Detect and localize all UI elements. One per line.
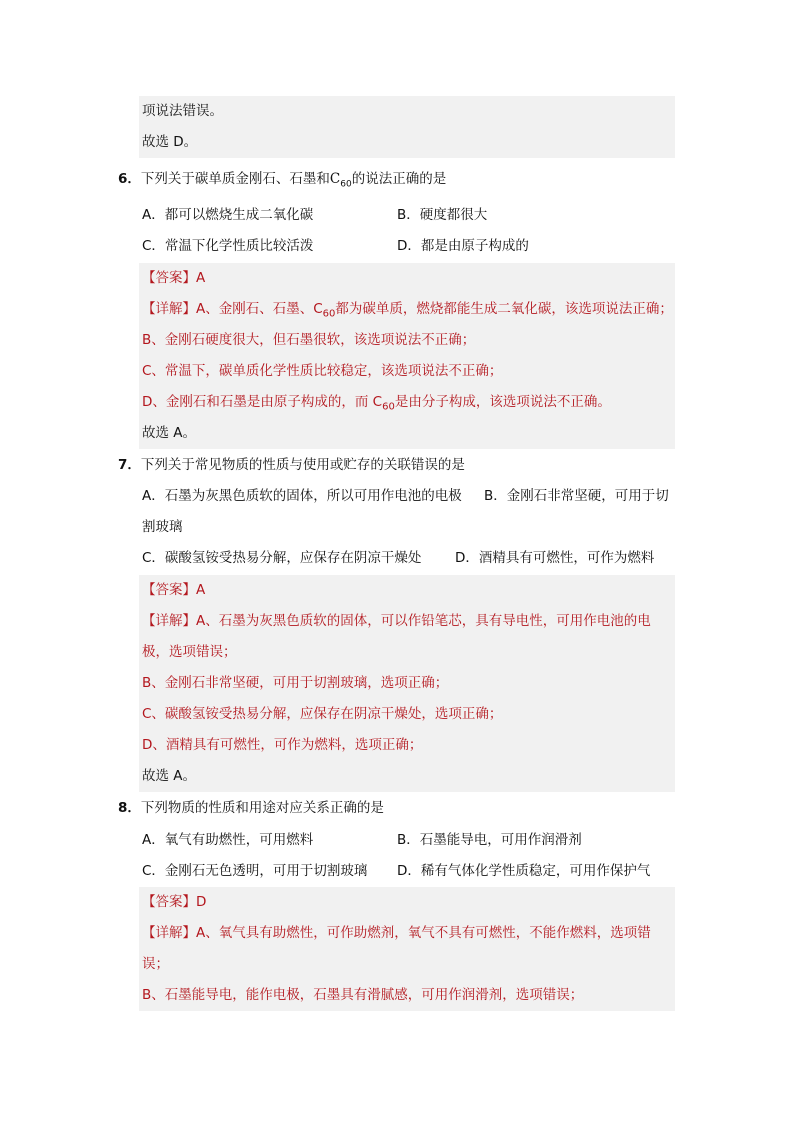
conclusion-line: 故选 A。 [142, 425, 197, 441]
detail-line: D、金刚石和石墨是由原子构成的，而 $C_{60}$是由分子构成，该选项说法不正确。 [142, 394, 611, 413]
q7-option-d: D．酒精具有可燃性，可作为燃料 [455, 550, 655, 566]
detail-line: B、金刚石硬度很大，但石墨很软，该选项说法不正确； [142, 332, 476, 348]
q8-answer-block [139, 887, 675, 1011]
detail-line: 【详解】A、氧气具有助燃性，可作助燃剂，氧气不具有可燃性，不能作燃料，选项错 [142, 925, 651, 941]
detail-line: 【详解】A、石墨为灰黑色质软的固体，可以作铅笔芯，具有导电性，可用作电池的电 [142, 613, 651, 629]
conclusion-line: 故选 D。 [142, 134, 198, 150]
answer-line: 【答案】A [142, 270, 206, 286]
q7-option-b: B．金刚石非常坚硬，可用于切 [484, 488, 669, 504]
answer-line: 【答案】D [142, 894, 207, 910]
q6-option-b: B．硬度都很大 [397, 207, 488, 223]
q7-answer-block [139, 575, 675, 792]
detail-line: B、石墨能导电，能作电极，石墨具有滑腻感，可用作润滑剂，选项错误； [142, 987, 584, 1003]
explanation-line: 项说法错误。 [142, 103, 223, 119]
q6-option-a: A．都可以燃烧生成二氧化碳 [142, 207, 314, 223]
q6-option-d: D．都是由原子构成的 [397, 238, 529, 254]
detail-line: 误； [142, 956, 169, 972]
conclusion-line: 故选 A。 [142, 768, 197, 784]
detail-line: B、金刚石非常坚硬，可用于切割玻璃，选项正确； [142, 675, 449, 691]
detail-line: C、常温下，碳单质化学性质比较稳定，该选项说法不正确； [142, 363, 503, 379]
q8-option-a: A．氧气有助燃性，可用燃料 [142, 832, 314, 848]
q8-option-b: B．石墨能导电，可用作润滑剂 [397, 832, 582, 848]
detail-line: D、酒精具有可燃性，可作为燃料，选项正确； [142, 737, 423, 753]
q6-answer-block [139, 263, 675, 449]
q7-option-b-wrap: 割玻璃 [142, 519, 183, 535]
q8-option-c: C．金刚石无色透明，可用于切割玻璃 [142, 863, 368, 879]
question-7-title: 7．下列关于常见物质的性质与使用或贮存的关联错误的是 [118, 457, 465, 473]
q7-option-c: C．碳酸氢铵受热易分解，应保存在阴凉干燥处 [142, 550, 422, 566]
detail-line: C、碳酸氢铵受热易分解，应保存在阴凉干燥处，选项正确； [142, 706, 503, 722]
answer-line: 【答案】A [142, 582, 206, 598]
question-8-title: 8．下列物质的性质和用途对应关系正确的是 [118, 800, 384, 816]
detail-line: 极，选项错误； [142, 644, 237, 660]
q6-option-c: C．常温下化学性质比较活泼 [142, 238, 314, 254]
q7-option-a: A．石墨为灰黑色质软的固体，所以可用作电池的电极 [142, 488, 462, 504]
q8-option-d: D．稀有气体化学性质稳定，可用作保护气 [397, 863, 651, 879]
question-6-title: 6．下列关于碳单质金刚石、石墨和$C_{60}$的说法正确的是 [118, 171, 447, 190]
detail-line: 【详解】A、金刚石、石墨、$C_{60}$都为碳单质，燃烧都能生成二氧化碳，该选项说法正确； [142, 301, 673, 320]
carryover-explanation [139, 96, 675, 158]
